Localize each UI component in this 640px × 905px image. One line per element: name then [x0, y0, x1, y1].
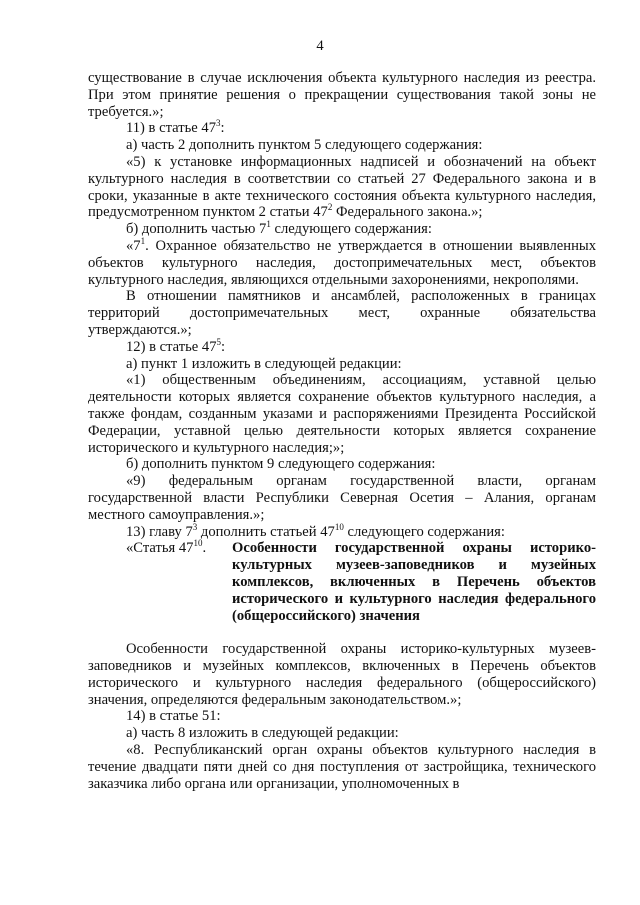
paragraph: «5) к установке информационных надписей и обозначений на объект культурного наследия в соответствии со статьей 27 Федерального закона и в сроки, указанные в акте технического состояния объекта культурного наследия, предусмотренном пунктом 2 статьи $47^2$ Федерального закона.»;: [88, 153, 596, 221]
paragraph: а) пункт 1 изложить в следующей редакции:: [126, 355, 402, 372]
paragraph: а) часть 2 дополнить пунктом 5 следующего содержания:: [126, 137, 483, 154]
paragraph: 13) главу $7^3$ дополнить статьей $47^{10}$ следующего содержания:: [126, 521, 505, 540]
paragraph: «8. Республиканский орган охраны объектов культурного наследия в течение двадцати пяти дней со дня поступления от застройщика, технического заказчика либо органа или организации, уполномоченных в: [88, 742, 596, 792]
paragraph: 11) в статье $47^3$:: [126, 118, 225, 137]
paragraph: «1) общественным объединениям, ассоциациям, уставной целью деятельности которых является сохранение объектов культурного наследия, а также фондам, созданным указами и распоряжениями Президента Российской Федерации, уставной целью деятельности которых является сохранение исторического и культурного наследия;»;: [88, 372, 596, 456]
paragraph: «9) федеральным органам государственной власти, органам государственной власти Республики Северная Осетия – Алания, органам местного самоуправления.»;: [88, 473, 596, 523]
paragraph: б) дополнить пунктом 9 следующего содержания:: [126, 456, 436, 473]
paragraph: «$7^1$. Охранное обязательство не утверждается в отношении выявленных объектов культурного наследия, достопримечательных мест, объектов культурного наследия, являющихся отдельными захоронениями, некрополями.: [88, 236, 596, 288]
article-title: Особенности государственной охраны историко-культурных музеев-заповедников и музейных комплексов, включенных в Перечень объектов исторического и культурного наследия федерального (общероссийского) значения: [232, 540, 596, 624]
paragraph: В отношении памятников и ансамблей, расположенных в границах территорий достопримечательных мест, охранные обязательства утверждаются.»;: [88, 288, 596, 338]
document-body: [88, 70, 596, 792]
article-heading-block: [88, 540, 596, 624]
spacer: [88, 624, 596, 641]
paragraph: существование в случае исключения объекта культурного наследия из реестра. При этом принятие решения о прекращении существования такой зоны не требуется.»;: [88, 70, 596, 120]
paragraph: б) дополнить частью $7^1$ следующего содержания:: [126, 219, 432, 238]
paragraph: Особенности государственной охраны историко-культурных музеев-заповедников и музейных комплексов, включенных в Перечень объектов исторического и культурного наследия федерального (общероссийского) значения, определяются федеральным законодательством.»;: [88, 641, 596, 708]
paragraph: а) часть 8 изложить в следующей редакции:: [126, 725, 399, 742]
article-number: «Статья $47^{10}$.: [126, 538, 207, 557]
paragraph: 14) в статье 51:: [126, 708, 221, 725]
paragraph: 12) в статье $47^5$:: [126, 336, 226, 355]
page-number: 4: [316, 38, 324, 54]
